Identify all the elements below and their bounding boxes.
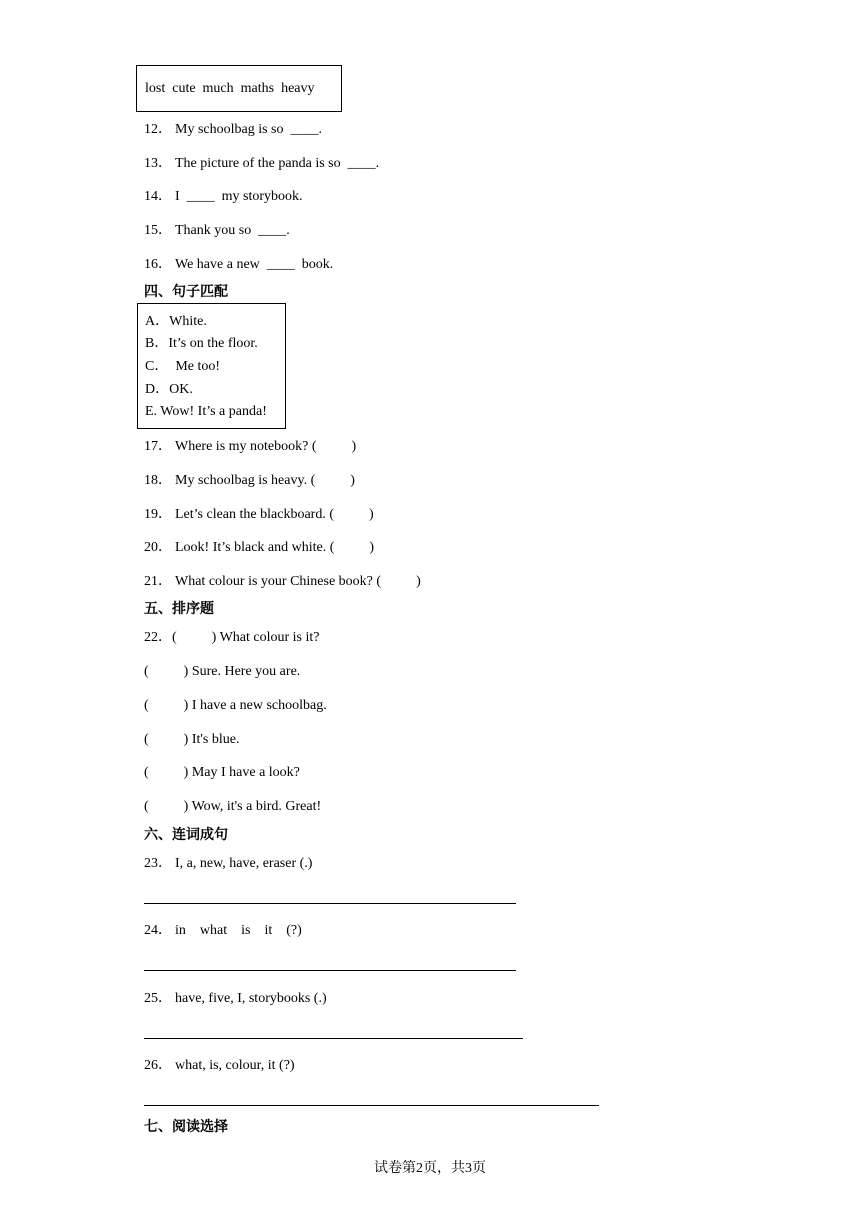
question-15-text: Thank you so ____. (175, 223, 290, 238)
question-13-text: The picture of the panda is so ____. (175, 156, 380, 171)
question-12-text: My schoolbag is so ____. (175, 122, 322, 137)
question-23-text: I, a, new, have, eraser (.) (175, 856, 313, 871)
answer-line-25 (144, 1038, 523, 1039)
question-25-label: 25． (144, 991, 172, 1006)
answer-line-24 (144, 970, 516, 971)
question-21-text: What colour is your Chinese book? ( ) (175, 574, 421, 589)
option-e: E. Wow! It’s a panda! (145, 404, 267, 419)
question-17-text: Where is my notebook? ( ) (175, 439, 357, 454)
question-24-label: 24． (144, 923, 172, 938)
ordering-line-4: ( ) It's blue. (144, 732, 240, 747)
question-12-label: 12． (144, 122, 172, 137)
ordering-line-1: 22．( ) What colour is it? (144, 630, 320, 645)
answer-line-23 (144, 903, 516, 904)
question-21-label: 21． (144, 574, 172, 589)
question-26-label: 26． (144, 1058, 172, 1073)
ordering-line-3: ( ) I have a new schoolbag. (144, 698, 327, 713)
section-6-title: 六、连词成句 (144, 827, 228, 843)
ordering-line-5: ( ) May I have a look? (144, 765, 300, 780)
question-24-text: in what is it (?) (175, 923, 302, 938)
question-18-text: My schoolbag is heavy. ( ) (175, 473, 355, 488)
question-15-label: 15． (144, 223, 172, 238)
question-13-label: 13． (144, 156, 172, 171)
question-26-text: what, is, colour, it (?) (175, 1058, 295, 1073)
question-18-label: 18． (144, 473, 172, 488)
question-19-label: 19． (144, 507, 172, 522)
question-19-text: Let’s clean the blackboard. ( ) (175, 507, 374, 522)
option-c: C． Me too! (145, 359, 221, 374)
answer-line-26 (144, 1105, 599, 1106)
option-b: B．It’s on the floor. (145, 336, 258, 351)
question-25-text: have, five, I, storybooks (.) (175, 991, 327, 1006)
question-20-text: Look! It’s black and white. ( ) (175, 540, 375, 555)
option-a: A．White. (145, 314, 207, 329)
section-5-title: 五、排序题 (144, 601, 214, 617)
ordering-line-6: ( ) Wow, it's a bird. Great! (144, 799, 322, 814)
question-23-label: 23． (144, 856, 172, 871)
page-footer: 试卷第2页，共3页 (374, 1161, 486, 1176)
question-20-label: 20． (144, 540, 172, 555)
question-16-text: We have a new ____ book. (175, 257, 334, 272)
section-4-title: 四、句子匹配 (144, 284, 228, 300)
option-d: D．OK. (145, 382, 193, 397)
section-7-title: 七、阅读选择 (144, 1119, 228, 1135)
question-16-label: 16． (144, 257, 172, 272)
question-17-label: 17． (144, 439, 172, 454)
ordering-line-2: ( ) Sure. Here you are. (144, 664, 301, 679)
word-bank: lost cute much maths heavy (145, 81, 315, 96)
question-14-text: I ____ my storybook. (175, 189, 303, 204)
question-14-label: 14． (144, 189, 172, 204)
